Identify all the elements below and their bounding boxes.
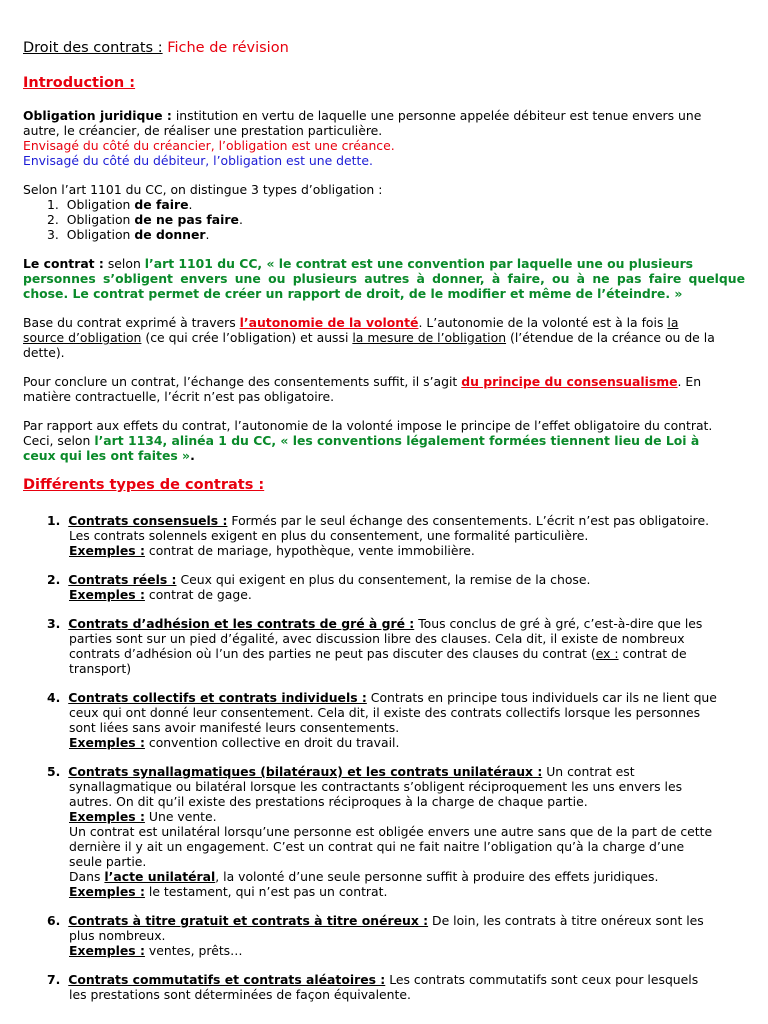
types-item-2: 2. Obligation de ne pas faire.: [47, 212, 243, 227]
effets-line-1: Par rapport aux effets du contrat, l’autonomie de la volonté impose le principe de l’effet obligatoire du contrat.: [23, 418, 713, 433]
types-intro: Selon l’art 1101 du CC, on distingue 3 types d’obligation :: [23, 182, 383, 197]
contract-type-5-examples-2: Exemples : le testament, qui n’est pas un contrat.: [69, 884, 388, 899]
contract-type-4-examples: Exemples : convention collective en droit du travail.: [69, 735, 400, 750]
contract-type-3-line-3: contrats d’adhésion où l’un des parties ne peut pas discuter des clauses du contrat (ex : contrat de: [69, 646, 687, 661]
contract-type-6-line-2: plus nombreux.: [69, 928, 166, 943]
obligation-line-1: Obligation juridique : institution en vertu de laquelle une personne appelée débiteur est tenue envers une: [23, 108, 702, 123]
contract-type-4-line-3: sont liées sans avoir manifesté leurs consentements.: [69, 720, 400, 735]
types-item-3: 3. Obligation de donner.: [47, 227, 210, 242]
obligation-creancier: Envisagé du côté du créancier, l’obligation est une créance.: [23, 138, 395, 153]
contrat-line-3: chose. Le contrat permet de créer un rapport de droit, de le modifier et même de l’éteindre. »: [23, 286, 683, 301]
contract-type-3: 3. Contrats d’adhésion et les contrats de gré à gré : Tous conclus de gré à gré, c’est-à-dire que les: [47, 616, 703, 631]
conclure-line-1: Pour conclure un contrat, l’échange des consentements suffit, il s’agit du principe du consensualisme. En: [23, 374, 702, 389]
contract-type-4-line-2: ceux qui ont donné leur consentement. Cela dit, il existe des contrats collectifs lorsque les personnes: [69, 705, 701, 720]
types-item-1: 1. Obligation de faire.: [47, 197, 193, 212]
contrat-line-1: Le contrat : selon l’art 1101 du CC, « le contrat est une convention par laquelle une ou plusieurs: [23, 256, 694, 271]
contract-type-5-line-3: autres. On dit qu’il existe des prestations réciproques à la charge de chaque partie.: [69, 794, 588, 809]
obligation-debiteur: Envisagé du côté du débiteur, l’obligation est une dette.: [23, 153, 373, 168]
effets-line-2: Ceci, selon l’art 1134, alinéa 1 du CC, « les conventions légalement formées tiennent lieu de Loi à: [23, 433, 700, 448]
contract-type-5-examples-1: Exemples : Une vente.: [69, 809, 217, 824]
title-main: Droit des contrats :: [23, 40, 163, 56]
contract-type-5: 5. Contrats synallagmatiques (bilatéraux) et les contrats unilatéraux : Un contrat est: [47, 764, 635, 779]
contract-type-7: 7. Contrats commutatifs et contrats aléatoires : Les contrats commutatifs sont ceux pour lesquels: [47, 972, 699, 987]
contract-type-1: 1. Contrats consensuels : Formés par le seul échange des consentements. L’écrit n’est pas obligatoire.: [47, 513, 710, 528]
contract-type-2: 2. Contrats réels : Ceux qui exigent en plus du consentement, la remise de la chose.: [47, 572, 591, 587]
types-heading: Différents types de contrats :: [23, 477, 265, 493]
autonomie-link: l’autonomie de la volonté: [239, 315, 419, 330]
obligation-line-2: autre, le créancier, de réaliser une prestation particulière.: [23, 123, 383, 138]
base-line-3: dette).: [23, 345, 65, 360]
effets-line-3: ceux qui les ont faites ».: [23, 448, 195, 463]
base-line-1: Base du contrat exprimé à travers l’autonomie de la volonté. L’autonomie de la volonté est à la fois la: [23, 315, 679, 330]
contrat-line-2: personnes s’obligent envers une ou plusieurs autres à donner, à faire, ou à ne pas faire quelque: [23, 271, 745, 286]
intro-heading: Introduction :: [23, 75, 136, 91]
contract-type-5-line-5: Un contrat est unilatéral lorsqu’une personne est obligée envers une autre sans que de la part de cette: [69, 824, 713, 839]
contract-type-3-line-2: parties sont sur un pied d’égalité, avec discussion libre des clauses. Cela dit, il existe de nombreux: [69, 631, 685, 646]
contract-type-1-line-2: Les contrats solennels exigent en plus du consentement, une formalité particulière.: [69, 528, 589, 543]
contract-type-5-line-6: dernière il y ait un engagement. C’est un contrat qui ne fait naitre l’obligation qu’à la charge d’une: [69, 839, 685, 854]
contract-type-5-acte: Dans l’acte unilatéral, la volonté d’une seule personne suffit à produire des effets juridiques.: [69, 869, 659, 884]
conclure-line-2: matière contractuelle, l’écrit n’est pas obligatoire.: [23, 389, 335, 404]
contract-type-6-examples: Exemples : ventes, prêts…: [69, 943, 243, 958]
contract-type-5-line-7: seule partie.: [69, 854, 147, 869]
contract-type-4: 4. Contrats collectifs et contrats individuels : Contrats en principe tous individuels car ils ne lient que: [47, 690, 717, 705]
contract-type-2-examples: Exemples : contrat de gage.: [69, 587, 252, 602]
contract-type-7-line-2: les prestations sont déterminées de façon équivalente.: [69, 987, 411, 1002]
title-sub: Fiche de révision: [167, 40, 289, 56]
contract-type-1-examples: Exemples : contrat de mariage, hypothèque, vente immobilière.: [69, 543, 475, 558]
base-line-2: source d’obligation (ce qui crée l’obligation) et aussi la mesure de l’obligation (l’étendue de la créance ou de la: [23, 330, 715, 345]
contract-type-3-line-4: transport): [69, 661, 132, 676]
contract-type-5-line-2: synallagmatique ou bilatéral lorsque les contractants s’obligent réciproquement les uns envers les: [69, 779, 683, 794]
consensualisme-link: du principe du consensualisme: [461, 374, 678, 389]
page-title: [23, 41, 289, 56]
contract-type-6: 6. Contrats à titre gratuit et contrats à titre onéreux : De loin, les contrats à titre onéreux sont les: [47, 913, 704, 928]
